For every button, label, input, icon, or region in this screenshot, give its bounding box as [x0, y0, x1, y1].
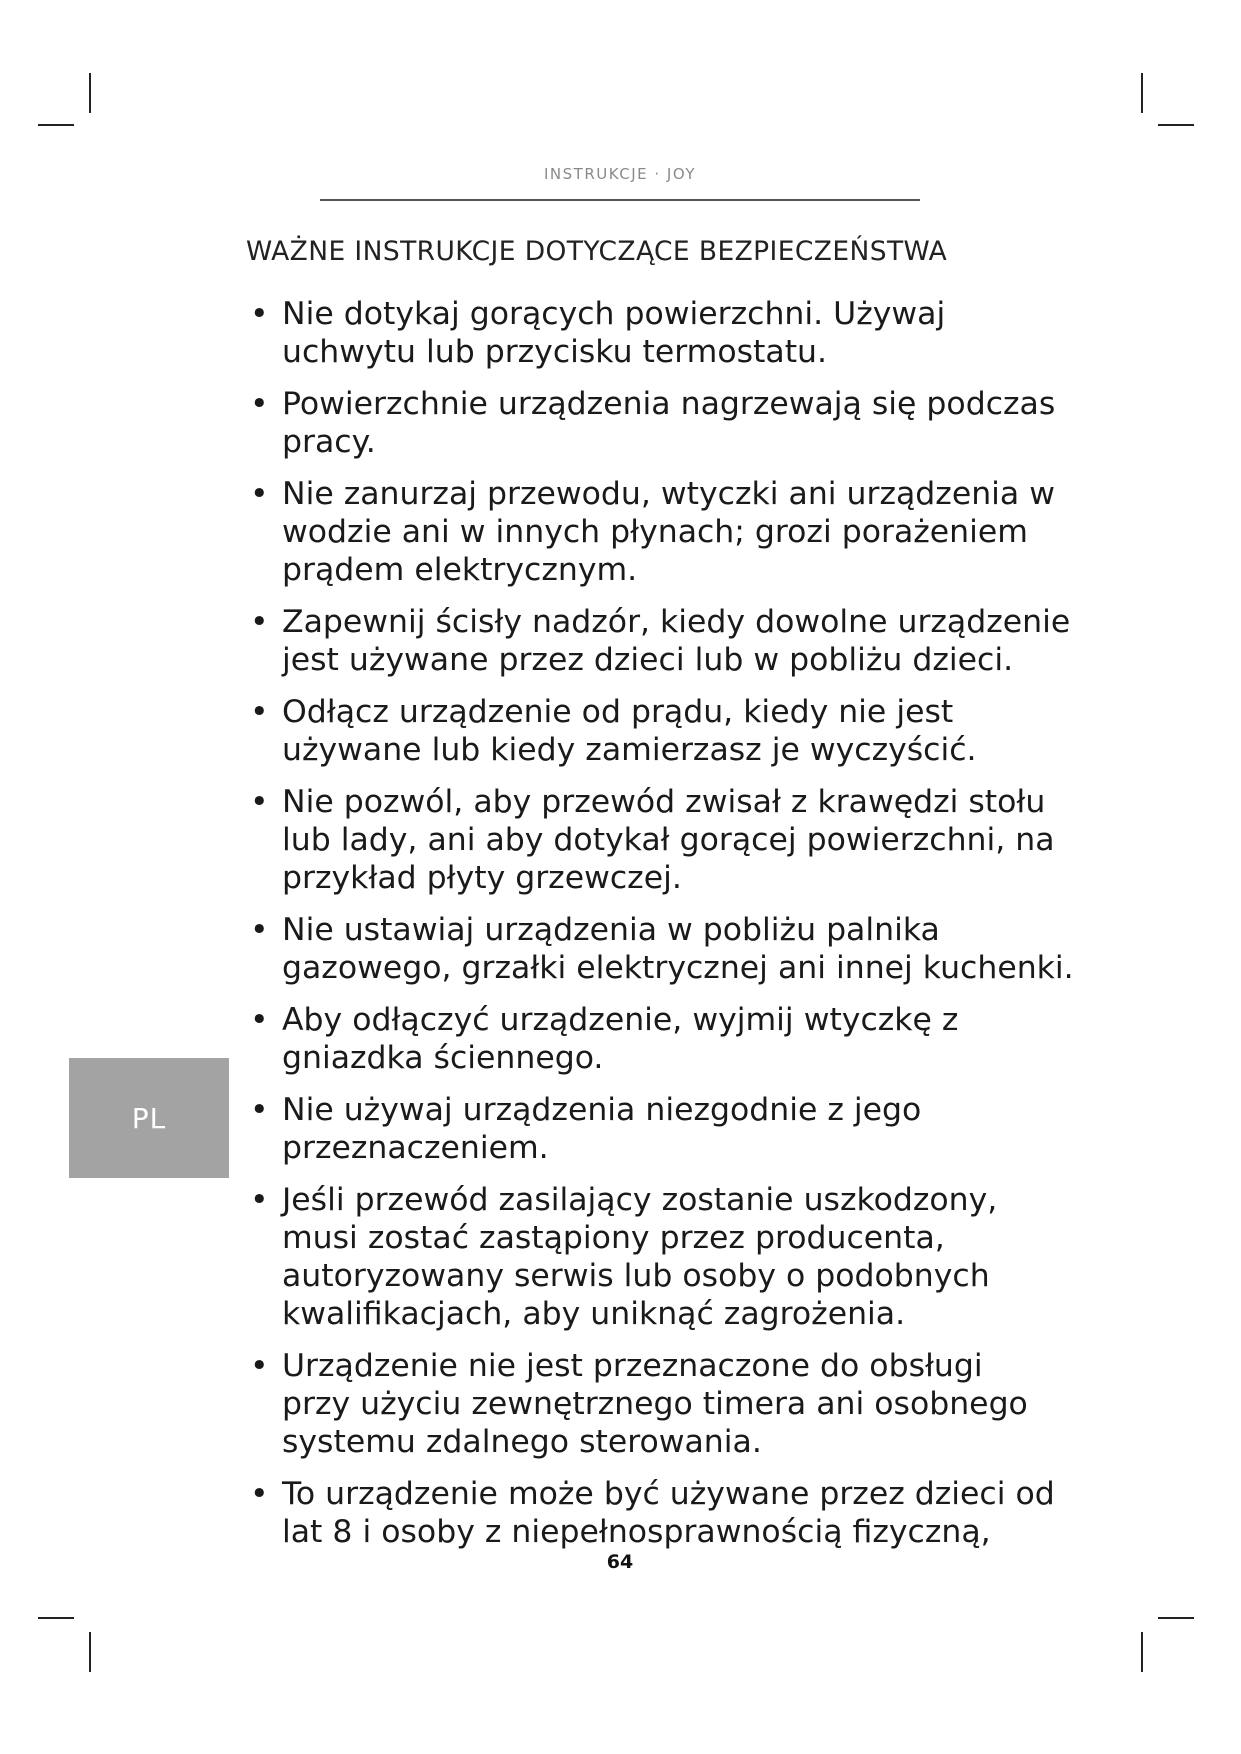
bullet-icon: •	[250, 912, 269, 948]
list-item: • Nie zanurzaj przewodu, wtyczki ani urządzenia w wodzie ani w innych płynach; grozi porażeniem prądem elektrycznym.	[250, 476, 1056, 588]
safety-instructions-list	[248, 295, 1168, 1565]
running-header: INSTRUKCJE · JOY	[544, 165, 696, 183]
bullet-icon: •	[250, 476, 269, 512]
bullet-icon: •	[250, 296, 269, 332]
bullet-icon: •	[250, 784, 269, 820]
list-item: • Urządzenie nie jest przeznaczone do obsługi przy użyciu zewnętrznego timera ani osobnego systemu zdalnego sterowania.	[250, 1348, 1028, 1460]
list-item: • Jeśli przewód zasilający zostanie uszkodzony, musi zostać zastąpiony przez producenta, autoryzowany serwis lub osoby o podobnych kwalifikacjach, aby uniknąć zagrożenia.	[250, 1182, 998, 1332]
bullet-icon: •	[250, 1002, 269, 1038]
bullet-icon: •	[250, 1476, 269, 1512]
section-title: WAŻNE INSTRUKCJE DOTYCZĄCE BEZPIECZEŃSTWA	[246, 236, 948, 267]
list-item: • Nie ustawiaj urządzenia w pobliżu palnika gazowego, grzałki elektrycznej ani innej kuchenki.	[250, 912, 1074, 986]
list-item: • Nie dotykaj gorących powierzchni. Używaj uchwytu lub przycisku termostatu.	[250, 296, 946, 370]
crop-mark-bottom-left-v	[89, 1632, 91, 1672]
list-item: • Zapewnij ścisły nadzór, kiedy dowolne urządzenie jest używane przez dzieci lub w pobliżu dzieci.	[250, 604, 1071, 678]
crop-mark-top-right-v	[1141, 73, 1143, 113]
language-tab	[69, 1058, 229, 1178]
crop-mark-bottom-right-v	[1141, 1632, 1143, 1672]
list-item: • Aby odłączyć urządzenie, wyjmij wtyczkę z gniazdka ściennego.	[250, 1002, 959, 1076]
crop-mark-top-left-v	[89, 73, 91, 113]
crop-mark-bottom-left-h	[38, 1617, 74, 1619]
bullet-icon: •	[250, 1348, 269, 1384]
bullet-icon: •	[250, 386, 269, 422]
crop-mark-top-right-h	[1158, 124, 1194, 126]
bullet-icon: •	[250, 1182, 269, 1218]
list-item: • Odłącz urządzenie od prądu, kiedy nie jest używane lub kiedy zamierzasz je wyczyścić.	[250, 694, 977, 768]
list-item: • To urządzenie może być używane przez dzieci od lat 8 i osoby z niepełnosprawnością fizyczną,	[250, 1476, 1055, 1550]
list-item: • Nie używaj urządzenia niezgodnie z jego przeznaczeniem.	[250, 1092, 922, 1166]
bullet-icon: •	[250, 604, 269, 640]
header-divider	[320, 199, 920, 201]
crop-mark-bottom-right-h	[1158, 1617, 1194, 1619]
page-number: 64	[606, 1551, 634, 1573]
bullet-icon: •	[250, 1092, 269, 1128]
language-tab-label: PL	[131, 1101, 167, 1135]
list-item: • Powierzchnie urządzenia nagrzewają się podczas pracy.	[250, 386, 1056, 460]
bullet-icon: •	[250, 694, 269, 730]
list-item: • Nie pozwól, aby przewód zwisał z krawędzi stołu lub lady, ani aby dotykał gorącej powierzchni, na przykład płyty grzewczej.	[250, 784, 1055, 896]
crop-mark-top-left-h	[38, 124, 74, 126]
